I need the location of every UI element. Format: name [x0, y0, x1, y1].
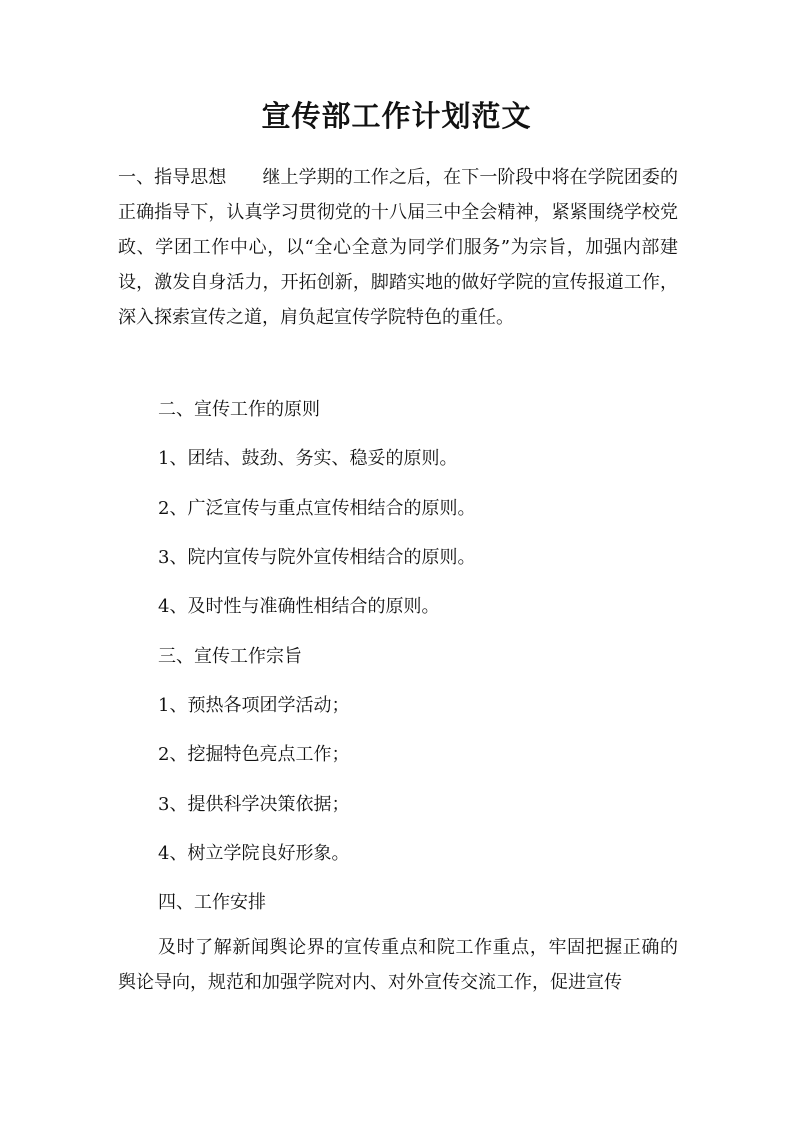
- section-heading-arrangement: 四、工作安排: [158, 892, 266, 913]
- list-item: 2、广泛宣传与重点宣传相结合的原则。: [158, 498, 476, 519]
- intro-heading: 一、指导思想: [118, 167, 227, 188]
- section-heading-purpose: 三、宣传工作宗旨: [158, 646, 302, 667]
- list-item: 2、挖掘特色亮点工作；: [158, 744, 350, 765]
- list-item: 3、院内宣传与院外宣传相结合的原则。: [158, 547, 476, 568]
- list-item: 3、提供科学决策依据；: [158, 794, 350, 815]
- list-item: 4、及时性与准确性相结合的原则。: [158, 596, 440, 617]
- document-title: 宣传部工作计划范文: [261, 99, 532, 133]
- list-item: 1、预热各项团学活动；: [158, 695, 350, 716]
- section-heading-principles: 二、宣传工作的原则: [158, 399, 320, 420]
- intro-text: 继上学期的工作之后，在下一阶段中将在学院团委的正确指导下，认真学习贯彻党的十八届三中全会精神，紧紧围绕学校党政、学团工作中心，以“全心全意为同学们服务”为宗旨，加强内部建设，激发自身活力，开拓创新，脚踏实地的做好学院的宣传报道工作，深入探索宣传之道，肩负起宣传学院特色的重任。: [118, 167, 679, 328]
- list-item: 4、树立学院良好形象。: [158, 843, 350, 864]
- list-item: 1、团结、鼓劲、务实、稳妥的原则。: [158, 448, 458, 469]
- closing-paragraph: 及时了解新闻舆论界的宣传重点和院工作重点，牢固把握正确的舆论导向，规范和加强学院对内、对外宣传交流工作，促进宣传: [118, 937, 678, 993]
- intro-paragraph: [118, 160, 678, 335]
